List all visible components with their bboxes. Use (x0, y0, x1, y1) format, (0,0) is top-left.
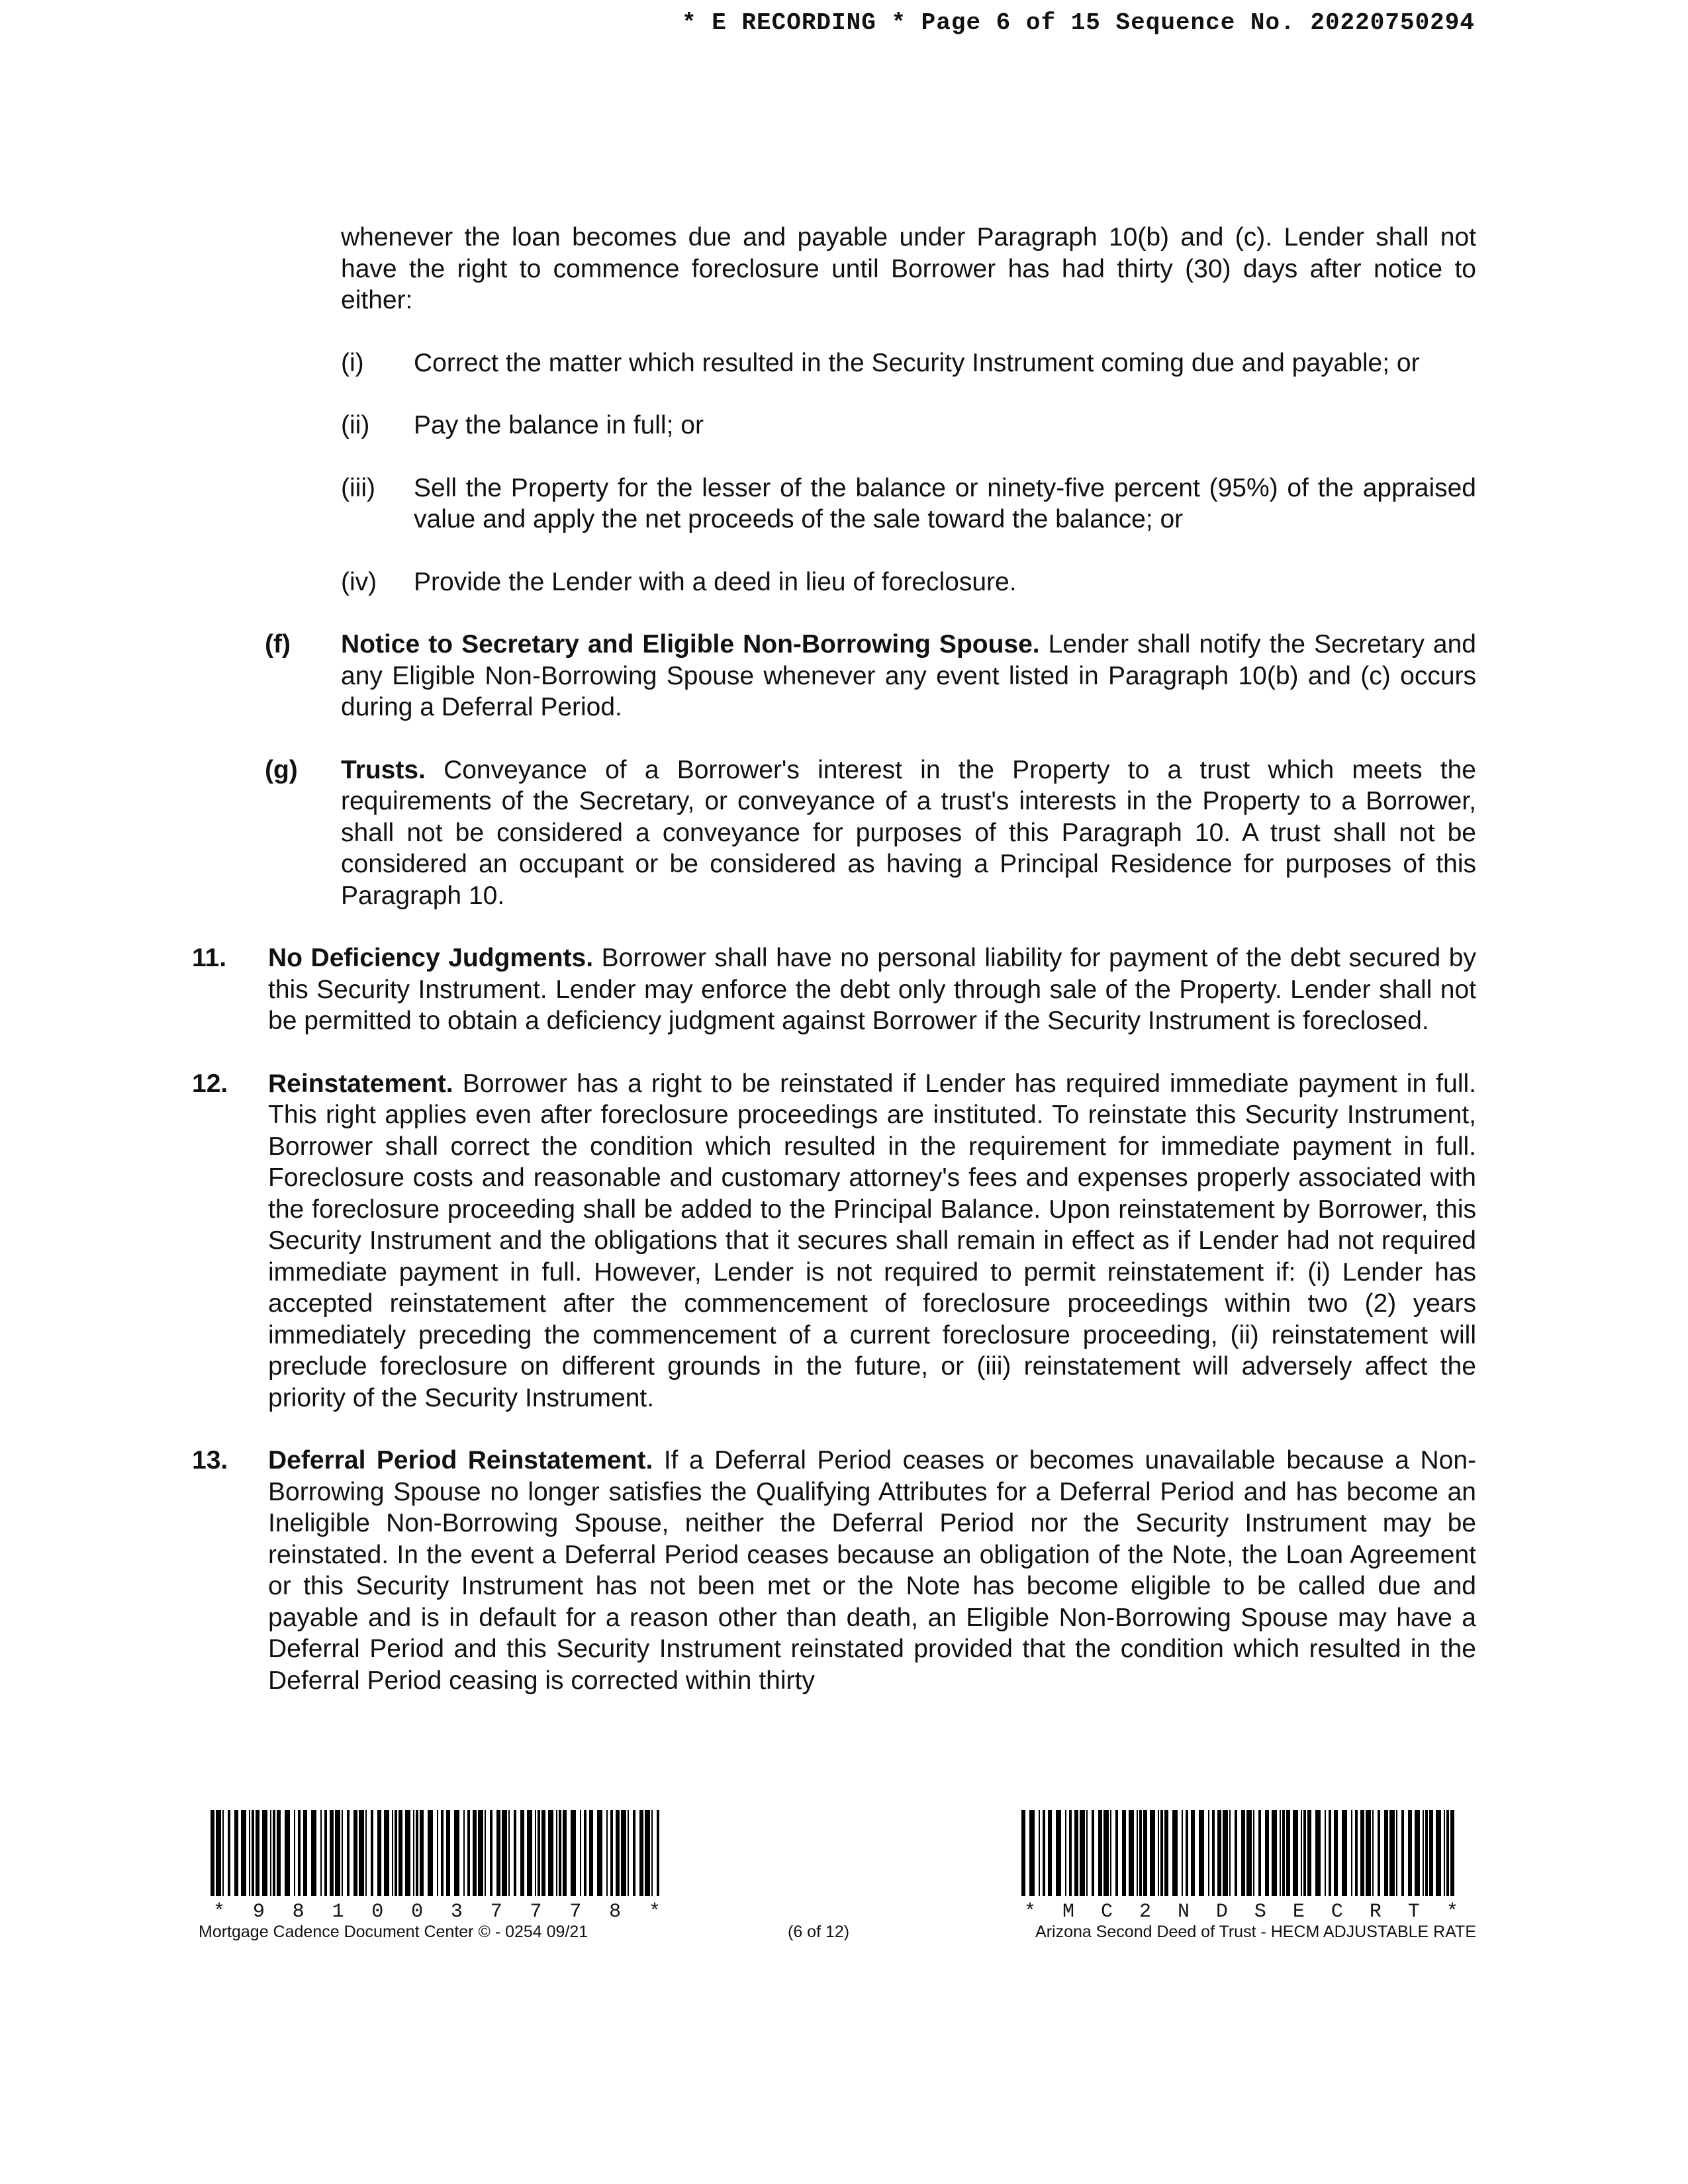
barcode-bar (1086, 1810, 1088, 1896)
barcode-bar (610, 1810, 613, 1896)
option-text: Sell the Property for the lesser of the balance or ninety-five percent (95%) of the appraised value and apply the net proceeds of the sale toward the balance; or (414, 473, 1476, 533)
barcode-char: 1 (332, 1901, 344, 1923)
barcode-bar (1115, 1810, 1118, 1896)
section-number: 12. (192, 1069, 228, 1098)
barcode-bar (1186, 1810, 1188, 1896)
page-footer (192, 1810, 1476, 1942)
option-item (341, 567, 1476, 598)
barcode-char: C (1331, 1901, 1343, 1923)
barcode-char: * (1446, 1901, 1458, 1923)
footer-page-number: (6 of 12) (788, 1923, 850, 1941)
barcode-bar (657, 1810, 659, 1896)
barcode-left-bars (205, 1810, 669, 1896)
barcode-bar (216, 1810, 221, 1896)
barcode-bar (1384, 1810, 1388, 1896)
barcode-char: * (1024, 1901, 1037, 1923)
section-title: Deferral Period Reinstatement. (268, 1446, 653, 1475)
barcode-bar (1103, 1810, 1109, 1896)
barcode-bar (651, 1810, 653, 1896)
barcode-left (205, 1810, 669, 1922)
option-number: (ii) (341, 411, 370, 439)
barcode-bar (1092, 1810, 1094, 1896)
section-text (268, 1445, 1476, 1696)
barcode-bar (1355, 1810, 1358, 1896)
subsection-number: (f) (265, 630, 291, 659)
barcode-bar (508, 1810, 510, 1896)
barcode-bar (1158, 1810, 1159, 1896)
barcode-bar (1056, 1810, 1061, 1896)
barcode-bar (303, 1810, 307, 1896)
barcode-bar (535, 1810, 536, 1896)
barcode-char: 8 (292, 1901, 305, 1923)
barcode-bar (1436, 1810, 1441, 1896)
barcode-char: M (1062, 1901, 1074, 1923)
barcode-bar (241, 1810, 246, 1896)
barcode-bar (1246, 1810, 1252, 1896)
subsection-number: (g) (265, 755, 298, 784)
barcode-bar (211, 1810, 214, 1896)
barcode-bar (463, 1810, 465, 1896)
barcode-bar (467, 1810, 470, 1896)
barcode-right-text (1016, 1902, 1466, 1922)
barcode-bar (1043, 1810, 1045, 1896)
barcode-bar (347, 1810, 350, 1896)
barcode-bar (1150, 1810, 1155, 1896)
barcode-bar (556, 1810, 557, 1896)
section-11 (192, 942, 1476, 1037)
barcode-bar (1137, 1810, 1138, 1896)
barcode-bar (1258, 1810, 1261, 1896)
section-number: 11. (192, 944, 227, 972)
barcode-right-bars (1016, 1810, 1466, 1896)
barcode-bar (1303, 1810, 1306, 1896)
barcode-bar (1235, 1810, 1237, 1896)
barcode-char: 7 (569, 1901, 582, 1923)
section-body: Borrower shall have no personal liability for payment of the debt secured by this Security Instrument. Lender may enforce the debt only through sale of the Property. Lender shall not be permitted to obtain a deficiency judgment against Borrower if the Security Instrument is foreclosed. (268, 944, 1476, 1035)
barcode-bar (371, 1810, 373, 1896)
barcode-bar (1253, 1810, 1254, 1896)
barcode-char: 8 (609, 1901, 622, 1923)
barcode-bar (1122, 1810, 1126, 1896)
barcode-bar (1074, 1810, 1078, 1896)
barcode-char: * (213, 1901, 226, 1923)
barcode-bar (335, 1810, 340, 1896)
option-text: Pay the balance in full; or (414, 411, 704, 439)
barcode-bar (633, 1810, 635, 1896)
barcode-bar (1065, 1810, 1066, 1896)
barcode-bar (1401, 1810, 1404, 1896)
barcode-bar (1021, 1810, 1025, 1896)
barcode-bar (502, 1810, 507, 1896)
barcode-bar (1378, 1810, 1380, 1896)
intro-paragraph: whenever the loan becomes due and payable under Paragraph 10(b) and (c). Lender shall not have the right to commence foreclosure until Borrower has had thirty (30) days after notice to either: (341, 223, 1476, 314)
barcode-bar (262, 1810, 267, 1896)
barcode-bar (249, 1810, 250, 1896)
barcode-char: S (1254, 1901, 1266, 1923)
barcode-bar (1366, 1810, 1371, 1896)
option-number: (iii) (341, 473, 375, 502)
barcode-bar (1191, 1810, 1195, 1896)
barcode-bar (454, 1810, 459, 1896)
barcode-char: 9 (252, 1901, 265, 1923)
barcode-bar (1229, 1810, 1231, 1896)
barcode-char: E (1292, 1901, 1305, 1923)
option-number: (iv) (341, 567, 377, 596)
barcode-bar (1429, 1810, 1433, 1896)
barcode-bar (437, 1810, 438, 1896)
barcode-bar (1372, 1810, 1374, 1896)
subsection-text (341, 754, 1476, 912)
barcode-bar (1301, 1810, 1302, 1896)
barcode-bar (1199, 1810, 1204, 1896)
barcode-bar (1129, 1810, 1134, 1896)
barcode-bar (1293, 1810, 1298, 1896)
section-body: Borrower has a right to be reinstated if Lender has required immediate payment in full. This right applies even after foreclosure proceedings are instituted. To reinstate this Security Instrument, Borrower shall correct the condition which resulted in the requirement for immediate payment in full. Foreclosure costs and reasonable and customary attorney's fees and expenses properly associated with the foreclosure proceeding shall be added to the Principal Balance. Upon reinstatement by Borrower, this Security Instrument and the obligations that it secures shall remain in effect as if Lender had not required immediate payment in full. However, Lender is not required to permit reinstatement if: (i) Lender has accepted reinstatement after the commencement of foreclosure proceedings within two (2) years immediately preceding the commencement of a current foreclosure proceeding, (ii) reinstatement will preclude foreclosure on different grounds in the future, or (iii) reinstatement will adversely affect the priority of the Security Instrument. (268, 1069, 1476, 1412)
barcode-bar (639, 1810, 643, 1896)
barcode-bar (324, 1810, 327, 1896)
section-title: Reinstatement. (268, 1069, 453, 1098)
barcode-bar (645, 1810, 650, 1896)
barcode-bar (1446, 1810, 1449, 1896)
option-item (341, 473, 1476, 535)
barcode-bar (1396, 1810, 1397, 1896)
subsection-g (265, 754, 1476, 912)
barcode-bar (1307, 1810, 1311, 1896)
barcode-bar (277, 1810, 281, 1896)
barcode-char: * (648, 1901, 661, 1923)
barcode-bar (1325, 1810, 1326, 1896)
barcode-bar (473, 1810, 477, 1896)
recording-header: * E RECORDING * Page 6 of 15 Sequence No. 20220750294 (682, 9, 1475, 36)
barcode-bar (541, 1810, 545, 1896)
subsection-f (265, 629, 1476, 723)
barcode-bar (1217, 1810, 1221, 1896)
barcode-bar (228, 1810, 230, 1896)
barcode-bar (1080, 1810, 1085, 1896)
document-body (192, 222, 1476, 1696)
barcode-bar (222, 1810, 224, 1896)
barcode-bar (478, 1810, 483, 1896)
barcode-bar (446, 1810, 450, 1896)
barcode-right (1016, 1810, 1466, 1922)
barcode-bar (359, 1810, 364, 1896)
barcode-bar (1423, 1810, 1424, 1896)
subsection-title: Notice to Secretary and Eligible Non-Borrowing Spouse. (341, 630, 1040, 659)
barcode-bar (580, 1810, 581, 1896)
section-text (268, 942, 1476, 1037)
barcode-bar (496, 1810, 500, 1896)
barcode-bar (1208, 1810, 1209, 1896)
barcode-bar (1212, 1810, 1215, 1896)
barcode-bar (1110, 1810, 1111, 1896)
barcode-char: 2 (1139, 1901, 1151, 1923)
barcode-bar (1389, 1810, 1395, 1896)
barcode-bar (441, 1810, 444, 1896)
barcode-char: N (1177, 1901, 1190, 1923)
section-number: 13. (192, 1446, 228, 1475)
barcode-bar (538, 1810, 540, 1896)
barcode-bar (1029, 1810, 1035, 1896)
barcode-bar (428, 1810, 433, 1896)
barcode-bar (1272, 1810, 1277, 1896)
barcode-bar (1360, 1810, 1364, 1896)
barcode-bar (384, 1810, 389, 1896)
barcode-bar (420, 1810, 424, 1896)
barcode-bar (1315, 1810, 1321, 1896)
barcode-bar (413, 1810, 414, 1896)
section-text (268, 1068, 1476, 1414)
barcode-char: 7 (490, 1901, 502, 1923)
barcode-char: 0 (411, 1901, 424, 1923)
barcode-left-text (205, 1902, 669, 1922)
subsection-body: Conveyance of a Borrower's interest in the Property to a trust which meets the requirements of the Secretary, or conveyance of a trust's interests in the Property to a Borrower, shall not be considered a conveyance for purposes of this Paragraph 10. A trust shall not be considered an occupant or be considered as having a Principal Residence for purposes of this Paragraph 10. (341, 755, 1476, 910)
barcode-bar (1280, 1810, 1281, 1896)
barcode-bar (1334, 1810, 1338, 1896)
barcode-bar (1351, 1810, 1352, 1896)
section-title: No Deficiency Judgments. (268, 944, 594, 972)
barcode-bar (270, 1810, 271, 1896)
barcode-bar (1282, 1810, 1285, 1896)
barcode-bar (490, 1810, 492, 1896)
section-12 (192, 1068, 1476, 1414)
barcode-bar (548, 1810, 553, 1896)
barcode-bar (584, 1810, 586, 1896)
barcode-bar (1160, 1810, 1163, 1896)
barcode-bar (330, 1810, 334, 1896)
barcode-bar (298, 1810, 301, 1896)
barcode-bar (1069, 1810, 1072, 1896)
barcode-bar (273, 1810, 275, 1896)
barcode-bar (416, 1810, 418, 1896)
barcode-bar (597, 1810, 602, 1896)
barcode-bar (256, 1810, 259, 1896)
barcode-char: T (1407, 1901, 1420, 1923)
barcode-bar (1172, 1810, 1178, 1896)
barcode-bar (1182, 1810, 1183, 1896)
barcode-bar (395, 1810, 397, 1896)
barcode-bar (311, 1810, 316, 1896)
barcode-bar (527, 1810, 532, 1896)
option-number: (i) (341, 348, 364, 377)
barcode-bar (353, 1810, 357, 1896)
barcode-bar (1139, 1810, 1142, 1896)
barcode-char: R (1369, 1901, 1382, 1923)
barcode-bar (1164, 1810, 1168, 1896)
barcode-bar (1408, 1810, 1412, 1896)
barcode-char: 0 (371, 1901, 384, 1923)
subsection-title: Trusts. (341, 755, 426, 784)
footer-left-text: Mortgage Cadence Document Center © - 0254 09/21 (199, 1923, 588, 1941)
barcode-bar (520, 1810, 524, 1896)
section-13 (192, 1445, 1476, 1696)
barcode-bar (1039, 1810, 1040, 1896)
barcode-bar (1223, 1810, 1228, 1896)
section-body: If a Deferral Period ceases or becomes unavailable because a Non-Borrowing Spouse no longer satisfies the Qualifying Attributes for a Deferral Period and has become an Ineligible Non-Borrowing Spouse, neither the Deferral Period nor the Security Instrument may be reinstated. In the event a Deferral Period ceases because an obligation of the Note, the Loan Agreement or this Security Instrument has not been met or the Note has become eligible to be called due and payable and is in default for a reason other than death, an Eligible Non-Borrowing Spouse may have a Deferral Period and this Security Instrument reinstated provided that the condition which resulted in the Deferral Period ceasing is corrected within thirty (268, 1446, 1477, 1695)
barcode-bar (616, 1810, 620, 1896)
barcode-bar (1241, 1810, 1245, 1896)
barcode-bar (1444, 1810, 1445, 1896)
barcode-bar (606, 1810, 608, 1896)
barcode-bar (342, 1810, 343, 1896)
barcode-bar (405, 1810, 410, 1896)
barcode-bar (294, 1810, 295, 1896)
barcode-bar (1425, 1810, 1428, 1896)
barcode-bar (621, 1810, 626, 1896)
subsection-body: Lender shall notify the Secretary and any Eligible Non-Borrowing Spouse whenever any event listed in Paragraph 10(b) and (c) occurs during a Deferral Period. (341, 630, 1476, 721)
barcode-bar (399, 1810, 402, 1896)
option-item (341, 410, 1476, 441)
barcode-bar (1265, 1810, 1269, 1896)
barcode-char: 7 (530, 1901, 542, 1923)
option-item (341, 347, 1476, 379)
footer-right-text: Arizona Second Deed of Trust - HECM ADJUSTABLE RATE (1035, 1923, 1476, 1941)
barcode-bar (320, 1810, 322, 1896)
barcode-bar (514, 1810, 516, 1896)
barcode-bar (392, 1810, 393, 1896)
barcode-bar (365, 1810, 367, 1896)
barcode-bar (571, 1810, 576, 1896)
barcode-bar (234, 1810, 238, 1896)
option-text: Provide the Lender with a deed in lieu of foreclosure. (414, 567, 1017, 596)
barcode-bar (628, 1810, 629, 1896)
barcode-bar (1415, 1810, 1420, 1896)
barcode-bar (285, 1810, 290, 1896)
barcode-bar (252, 1810, 254, 1896)
barcode-bar (1098, 1810, 1102, 1896)
barcode-bar (1342, 1810, 1347, 1896)
barcode-char: 3 (450, 1901, 463, 1923)
barcode-bar (559, 1810, 561, 1896)
subsection-text (341, 629, 1476, 723)
barcode-bar (1048, 1810, 1052, 1896)
barcode-char: D (1215, 1901, 1228, 1923)
barcode-bar (1143, 1810, 1147, 1896)
barcode-bar (377, 1810, 381, 1896)
barcode-bar (1286, 1810, 1290, 1896)
barcode-bar (1450, 1810, 1454, 1896)
barcode-bar (589, 1810, 593, 1896)
barcode-bar (563, 1810, 567, 1896)
barcode-bar (485, 1810, 486, 1896)
barcode-bar (1329, 1810, 1331, 1896)
option-text: Correct the matter which resulted in the Security Instrument coming due and payable; or (414, 348, 1420, 377)
barcode-char: C (1100, 1901, 1113, 1923)
